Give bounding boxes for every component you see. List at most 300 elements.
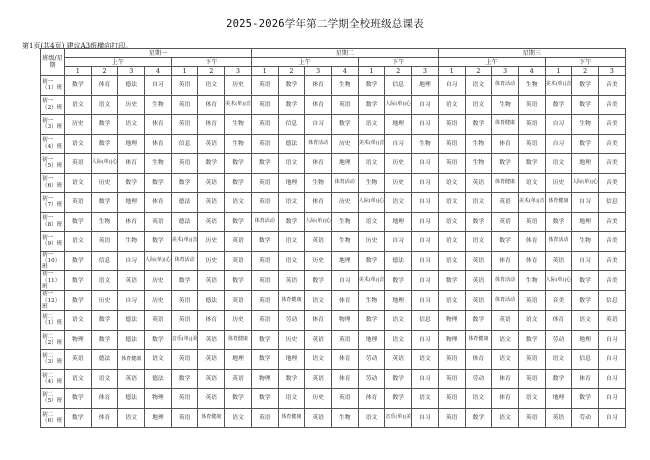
class-name-cell: 初一（1）班 (41, 76, 65, 96)
course-cell: 数学 (572, 389, 599, 409)
course-cell: 数学 (358, 311, 385, 331)
course-cell: 体育 (305, 76, 332, 96)
course-cell: 语文 (492, 330, 519, 350)
course-cell: 德法 (278, 134, 305, 154)
course-cell: 语文 (438, 251, 465, 271)
course-cell: 生物 (465, 154, 492, 174)
course-cell: 自习 (598, 369, 625, 389)
course-cell: 数学 (305, 271, 332, 291)
course-cell: 体育 (305, 95, 332, 115)
page-title: 2025-2026学年第二学期全校班级总课表 (226, 18, 424, 30)
course-cell: 体育 (118, 212, 145, 232)
course-cell: 体育健康 (198, 408, 225, 428)
course-cell: 德法 (171, 212, 198, 232)
course-cell: 体育健康 (465, 330, 492, 350)
day-header: 星期三 (438, 49, 625, 58)
course-cell: 语文 (358, 212, 385, 232)
course-cell: 生物 (358, 173, 385, 193)
course-cell: 英语 (225, 251, 252, 271)
course-cell: 体育活动 (331, 173, 358, 193)
course-cell: 语文 (385, 311, 412, 331)
course-cell: 语文 (225, 193, 252, 213)
course-cell: 自习 (412, 271, 439, 291)
course-cell: 劳动 (465, 369, 492, 389)
course-cell: 生物 (331, 212, 358, 232)
class-name-cell: 初一（9）班 (41, 232, 65, 252)
course-cell: 英语 (518, 408, 545, 428)
course-cell: 音美 (598, 173, 625, 193)
course-cell: 英语 (438, 389, 465, 409)
course-cell: 人际(单)|心 (358, 193, 385, 213)
course-cell: 数学 (198, 154, 225, 174)
course-cell: 体育 (545, 311, 572, 331)
course-cell: 数学 (572, 95, 599, 115)
course-cell: 信息 (91, 251, 118, 271)
course-cell: 语文 (118, 408, 145, 428)
course-cell: 历史 (331, 134, 358, 154)
course-cell: 历史 (198, 232, 225, 252)
course-cell: 自习 (412, 232, 439, 252)
course-cell: 自习 (412, 251, 439, 271)
course-cell: 音乐(单)|美 (171, 330, 198, 350)
course-cell: 人际(单)|心 (145, 251, 172, 271)
course-cell: 语文 (65, 311, 92, 331)
course-cell: 语文 (438, 232, 465, 252)
course-cell: 语文 (518, 311, 545, 331)
course-cell: 数学 (358, 95, 385, 115)
course-cell: 人际(单)|心 (572, 173, 599, 193)
course-cell: 英语 (438, 134, 465, 154)
course-cell: 英语 (198, 271, 225, 291)
course-cell: 自习 (412, 173, 439, 193)
course-cell: 语文 (91, 271, 118, 291)
course-cell: 自习 (438, 76, 465, 96)
course-cell: 英语 (198, 134, 225, 154)
period-header: 3 (118, 67, 145, 76)
class-name-cell: 初二（2）班 (41, 330, 65, 350)
course-cell: 英语 (171, 154, 198, 174)
course-cell: 地理 (412, 76, 439, 96)
period-header: 3 (412, 67, 439, 76)
table-row (41, 95, 626, 115)
course-cell: 数学 (65, 408, 92, 428)
course-cell: 地理 (278, 173, 305, 193)
course-cell: 体育 (465, 350, 492, 370)
table-row (41, 330, 626, 350)
course-cell: 生物 (492, 95, 519, 115)
course-cell: 音美 (598, 95, 625, 115)
period-header: 2 (198, 67, 225, 76)
course-cell: 体育 (145, 193, 172, 213)
course-cell: 自习 (598, 408, 625, 428)
course-cell: 数学 (278, 95, 305, 115)
table-row (41, 350, 626, 370)
course-cell: 音美 (598, 134, 625, 154)
course-cell: 历史 (91, 291, 118, 311)
course-cell: 语文 (358, 154, 385, 174)
course-cell: 历史 (145, 291, 172, 311)
course-cell: 英语 (438, 369, 465, 389)
course-cell: 语文 (438, 95, 465, 115)
course-cell: 自习 (412, 291, 439, 311)
period-header: 3 (305, 67, 332, 76)
course-cell: 英语 (438, 350, 465, 370)
day-header: 星期一 (65, 49, 252, 58)
course-cell: 历史 (225, 76, 252, 96)
course-cell: 数学 (465, 212, 492, 232)
course-cell: 历史 (331, 193, 358, 213)
course-cell: 英语 (492, 212, 519, 232)
course-cell: 体育活动 (305, 134, 332, 154)
class-name-cell: 初一（8）班 (41, 212, 65, 232)
course-cell: 体育 (572, 369, 599, 389)
course-cell: 数学 (91, 134, 118, 154)
course-cell: 英语 (251, 271, 278, 291)
course-cell: 数学 (145, 232, 172, 252)
course-cell: 英语 (598, 311, 625, 331)
course-cell: 数学 (251, 154, 278, 174)
course-cell: 数学 (492, 154, 519, 174)
course-cell: 语文 (412, 389, 439, 409)
course-cell: 英语 (465, 291, 492, 311)
course-cell: 音美 (598, 251, 625, 271)
class-name-cell: 初一（6）班 (41, 173, 65, 193)
course-cell: 英语 (171, 291, 198, 311)
half-header: 下午 (545, 58, 625, 67)
course-cell: 英语 (305, 330, 332, 350)
course-cell: 美术(单)|音 (518, 193, 545, 213)
course-cell: 语文 (465, 193, 492, 213)
course-cell: 地理 (572, 212, 599, 232)
class-name-cell: 初一（3）班 (41, 115, 65, 135)
period-header: 4 (331, 67, 358, 76)
course-cell: 语文 (145, 350, 172, 370)
course-cell: 历史 (65, 115, 92, 135)
course-cell: 美术(单)|音 (358, 134, 385, 154)
course-cell: 自习 (305, 115, 332, 135)
course-cell: 数学 (465, 408, 492, 428)
course-cell: 数学 (331, 115, 358, 135)
course-cell: 英语 (465, 271, 492, 291)
course-cell: 英语 (305, 408, 332, 428)
course-cell: 地理 (118, 193, 145, 213)
course-cell: 英语 (251, 173, 278, 193)
table-row (41, 408, 626, 428)
course-cell: 数学 (278, 212, 305, 232)
course-cell: 语文 (465, 95, 492, 115)
course-cell: 英语 (438, 154, 465, 174)
course-cell: 英语 (198, 173, 225, 193)
course-cell: 体育 (145, 115, 172, 135)
table-row (41, 154, 626, 174)
course-cell: 自习 (598, 330, 625, 350)
course-cell: 体育活动 (251, 212, 278, 232)
course-cell: 英语 (251, 291, 278, 311)
course-cell: 数学 (171, 369, 198, 389)
course-cell: 数学 (65, 389, 92, 409)
course-cell: 英语 (171, 408, 198, 428)
table-row (41, 76, 626, 96)
course-cell: 历史 (118, 95, 145, 115)
course-cell: 英语 (251, 115, 278, 135)
course-cell: 德法 (118, 330, 145, 350)
table-row (41, 193, 626, 213)
period-header: 1 (65, 67, 92, 76)
course-cell: 数学 (545, 95, 572, 115)
course-cell: 历史 (91, 173, 118, 193)
course-cell: 英语 (198, 193, 225, 213)
course-cell: 体育健康 (118, 350, 145, 370)
period-header: 2 (91, 67, 118, 76)
course-cell: 英语 (545, 408, 572, 428)
course-cell: 历史 (225, 311, 252, 331)
course-cell: 音美 (598, 212, 625, 232)
course-cell: 体育 (492, 251, 519, 271)
course-cell: 数学 (572, 134, 599, 154)
course-cell: 英语 (331, 330, 358, 350)
half-header: 下午 (358, 58, 438, 67)
course-cell: 英语 (225, 369, 252, 389)
course-cell: 自习 (412, 369, 439, 389)
course-cell: 德法 (91, 350, 118, 370)
course-cell: 英语 (91, 232, 118, 252)
period-header: 3 (598, 67, 625, 76)
course-cell: 语文 (438, 193, 465, 213)
half-header: 上午 (251, 58, 358, 67)
course-cell: 英语 (518, 134, 545, 154)
course-cell: 自习 (331, 271, 358, 291)
course-cell: 生物 (305, 173, 332, 193)
course-cell: 自习 (572, 251, 599, 271)
course-cell: 音乐(单)|美 (385, 408, 412, 428)
course-cell: 数学 (518, 154, 545, 174)
course-cell: 语文 (305, 350, 332, 370)
course-cell: 数学 (251, 330, 278, 350)
course-cell: 数学 (145, 330, 172, 350)
course-cell: 英语 (438, 408, 465, 428)
course-cell: 美术(单)|音 (225, 95, 252, 115)
course-cell: 数学 (225, 173, 252, 193)
course-cell: 英语 (251, 193, 278, 213)
course-cell: 数学 (91, 330, 118, 350)
course-cell: 数学 (545, 369, 572, 389)
course-cell: 英语 (225, 291, 252, 311)
course-cell: 体育健康 (278, 291, 305, 311)
course-cell: 音美 (598, 76, 625, 96)
course-cell: 劳动 (358, 369, 385, 389)
course-cell: 自习 (412, 193, 439, 213)
course-cell: 地理 (331, 154, 358, 174)
course-cell: 数学 (225, 389, 252, 409)
course-cell: 英语 (171, 76, 198, 96)
course-cell: 体育活动 (492, 291, 519, 311)
course-cell: 体育健康 (492, 115, 519, 135)
course-cell: 生物 (331, 408, 358, 428)
course-cell: 物理 (438, 330, 465, 350)
course-cell: 英语 (492, 193, 519, 213)
course-cell: 数学 (278, 369, 305, 389)
table-row (41, 271, 626, 291)
course-cell: 数学 (572, 271, 599, 291)
course-cell: 地理 (385, 212, 412, 232)
course-cell: 体育 (91, 408, 118, 428)
course-cell: 自习 (412, 115, 439, 135)
course-cell: 美术(单)|音 (545, 76, 572, 96)
course-cell: 地理 (545, 389, 572, 409)
course-cell: 生物 (331, 232, 358, 252)
course-cell: 语文 (545, 350, 572, 370)
course-cell: 语文 (305, 291, 332, 311)
course-cell: 人际(单)|心 (91, 154, 118, 174)
course-cell: 数学 (171, 271, 198, 291)
course-cell: 数学 (385, 369, 412, 389)
course-cell: 历史 (385, 173, 412, 193)
course-cell: 英语 (118, 369, 145, 389)
course-cell: 数学 (545, 212, 572, 232)
period-header: 4 (145, 67, 172, 76)
course-cell: 数学 (385, 271, 412, 291)
course-cell: 劳动 (545, 330, 572, 350)
class-name-cell: 初一（2）班 (41, 95, 65, 115)
course-cell: 生物 (225, 134, 252, 154)
course-cell: 英语 (305, 232, 332, 252)
course-cell: 英语 (518, 369, 545, 389)
course-cell: 自习 (412, 212, 439, 232)
course-cell: 体育 (91, 76, 118, 96)
course-cell: 体育 (91, 389, 118, 409)
course-cell: 英语 (438, 115, 465, 135)
course-cell: 英语 (171, 311, 198, 331)
period-header: 1 (251, 67, 278, 76)
course-cell: 数学 (465, 311, 492, 331)
course-cell: 自习 (385, 232, 412, 252)
course-cell: 体育健康 (492, 173, 519, 193)
course-cell: 自习 (412, 95, 439, 115)
course-cell: 生物 (572, 115, 599, 135)
table-row (41, 134, 626, 154)
course-cell: 信息 (598, 291, 625, 311)
course-cell: 英语 (145, 311, 172, 331)
course-cell: 语文 (465, 76, 492, 96)
course-cell: 英语 (171, 350, 198, 370)
course-cell: 劳动 (358, 350, 385, 370)
course-cell: 语文 (278, 232, 305, 252)
course-cell: 数学 (251, 350, 278, 370)
course-cell: 英语 (518, 115, 545, 135)
course-cell: 生物 (225, 115, 252, 135)
period-header: 3 (492, 67, 519, 76)
course-cell: 音美 (598, 115, 625, 135)
course-cell: 语文 (278, 251, 305, 271)
course-cell: 语文 (65, 134, 92, 154)
course-cell: 体育活动 (545, 232, 572, 252)
course-cell: 英语 (198, 212, 225, 232)
class-name-cell: 初二（4）班 (41, 369, 65, 389)
course-cell: 语文 (118, 115, 145, 135)
course-cell: 体育 (305, 154, 332, 174)
course-cell: 语文 (65, 95, 92, 115)
course-cell: 德法 (118, 389, 145, 409)
course-cell: 语文 (385, 193, 412, 213)
class-name-cell: 初一（5）班 (41, 154, 65, 174)
course-cell: 体育 (492, 369, 519, 389)
course-cell: 英语 (65, 193, 92, 213)
course-cell: 生物 (518, 76, 545, 96)
course-cell: 体育 (198, 95, 225, 115)
course-cell: 物理 (331, 311, 358, 331)
course-cell: 自习 (412, 154, 439, 174)
course-cell: 体育 (518, 232, 545, 252)
course-cell: 语文 (225, 408, 252, 428)
class-name-cell: 初二（3）班 (41, 350, 65, 370)
course-cell: 信息 (412, 311, 439, 331)
course-cell: 体育健康 (545, 193, 572, 213)
course-cell: 语文 (65, 369, 92, 389)
course-cell: 数学 (91, 311, 118, 331)
course-cell: 劳动 (572, 408, 599, 428)
course-cell: 德法 (385, 251, 412, 271)
course-cell: 自习 (412, 408, 439, 428)
course-cell: 英语 (145, 212, 172, 232)
course-cell: 自习 (545, 115, 572, 135)
course-cell: 人际(单)|心 (545, 271, 572, 291)
table-row (41, 251, 626, 271)
course-cell: 地理 (385, 291, 412, 311)
course-cell: 数学 (65, 271, 92, 291)
course-cell: 语文 (465, 232, 492, 252)
course-cell: 语文 (65, 173, 92, 193)
course-cell: 英语 (251, 76, 278, 96)
course-cell: 数学 (572, 76, 599, 96)
course-cell: 英语 (518, 291, 545, 311)
course-cell: 英语 (251, 95, 278, 115)
timetable (40, 48, 626, 428)
course-cell: 信息 (385, 76, 412, 96)
course-cell: 英语 (65, 154, 92, 174)
course-cell: 劳动 (278, 311, 305, 331)
course-cell: 德法 (145, 369, 172, 389)
course-cell: 自习 (572, 193, 599, 213)
course-cell: 自习 (118, 251, 145, 271)
course-cell: 美术(单)|音 (358, 271, 385, 291)
day-header: 星期二 (251, 49, 438, 58)
course-cell: 生物 (331, 76, 358, 96)
course-cell: 语文 (518, 173, 545, 193)
course-cell: 英语 (198, 389, 225, 409)
course-cell: 语文 (358, 115, 385, 135)
course-cell: 物理 (145, 389, 172, 409)
half-header: 上午 (438, 58, 545, 67)
course-cell: 地理 (572, 154, 599, 174)
class-name-cell: 初一（4）班 (41, 134, 65, 154)
course-cell: 数学 (358, 76, 385, 96)
course-cell: 历史 (198, 251, 225, 271)
course-cell: 英语 (171, 115, 198, 135)
course-cell: 数学 (145, 173, 172, 193)
course-cell: 德法 (118, 311, 145, 331)
course-cell: 英语 (251, 251, 278, 271)
course-cell: 语文 (438, 212, 465, 232)
course-cell: 生物 (91, 212, 118, 232)
course-cell: 历史 (278, 330, 305, 350)
course-cell: 自习 (118, 291, 145, 311)
course-cell: 英语 (518, 212, 545, 232)
course-cell: 人际(单)|心 (305, 212, 332, 232)
course-cell: 体育 (305, 193, 332, 213)
course-cell: 英语 (118, 271, 145, 291)
course-cell: 数学 (225, 154, 252, 174)
course-cell: 生物 (145, 95, 172, 115)
